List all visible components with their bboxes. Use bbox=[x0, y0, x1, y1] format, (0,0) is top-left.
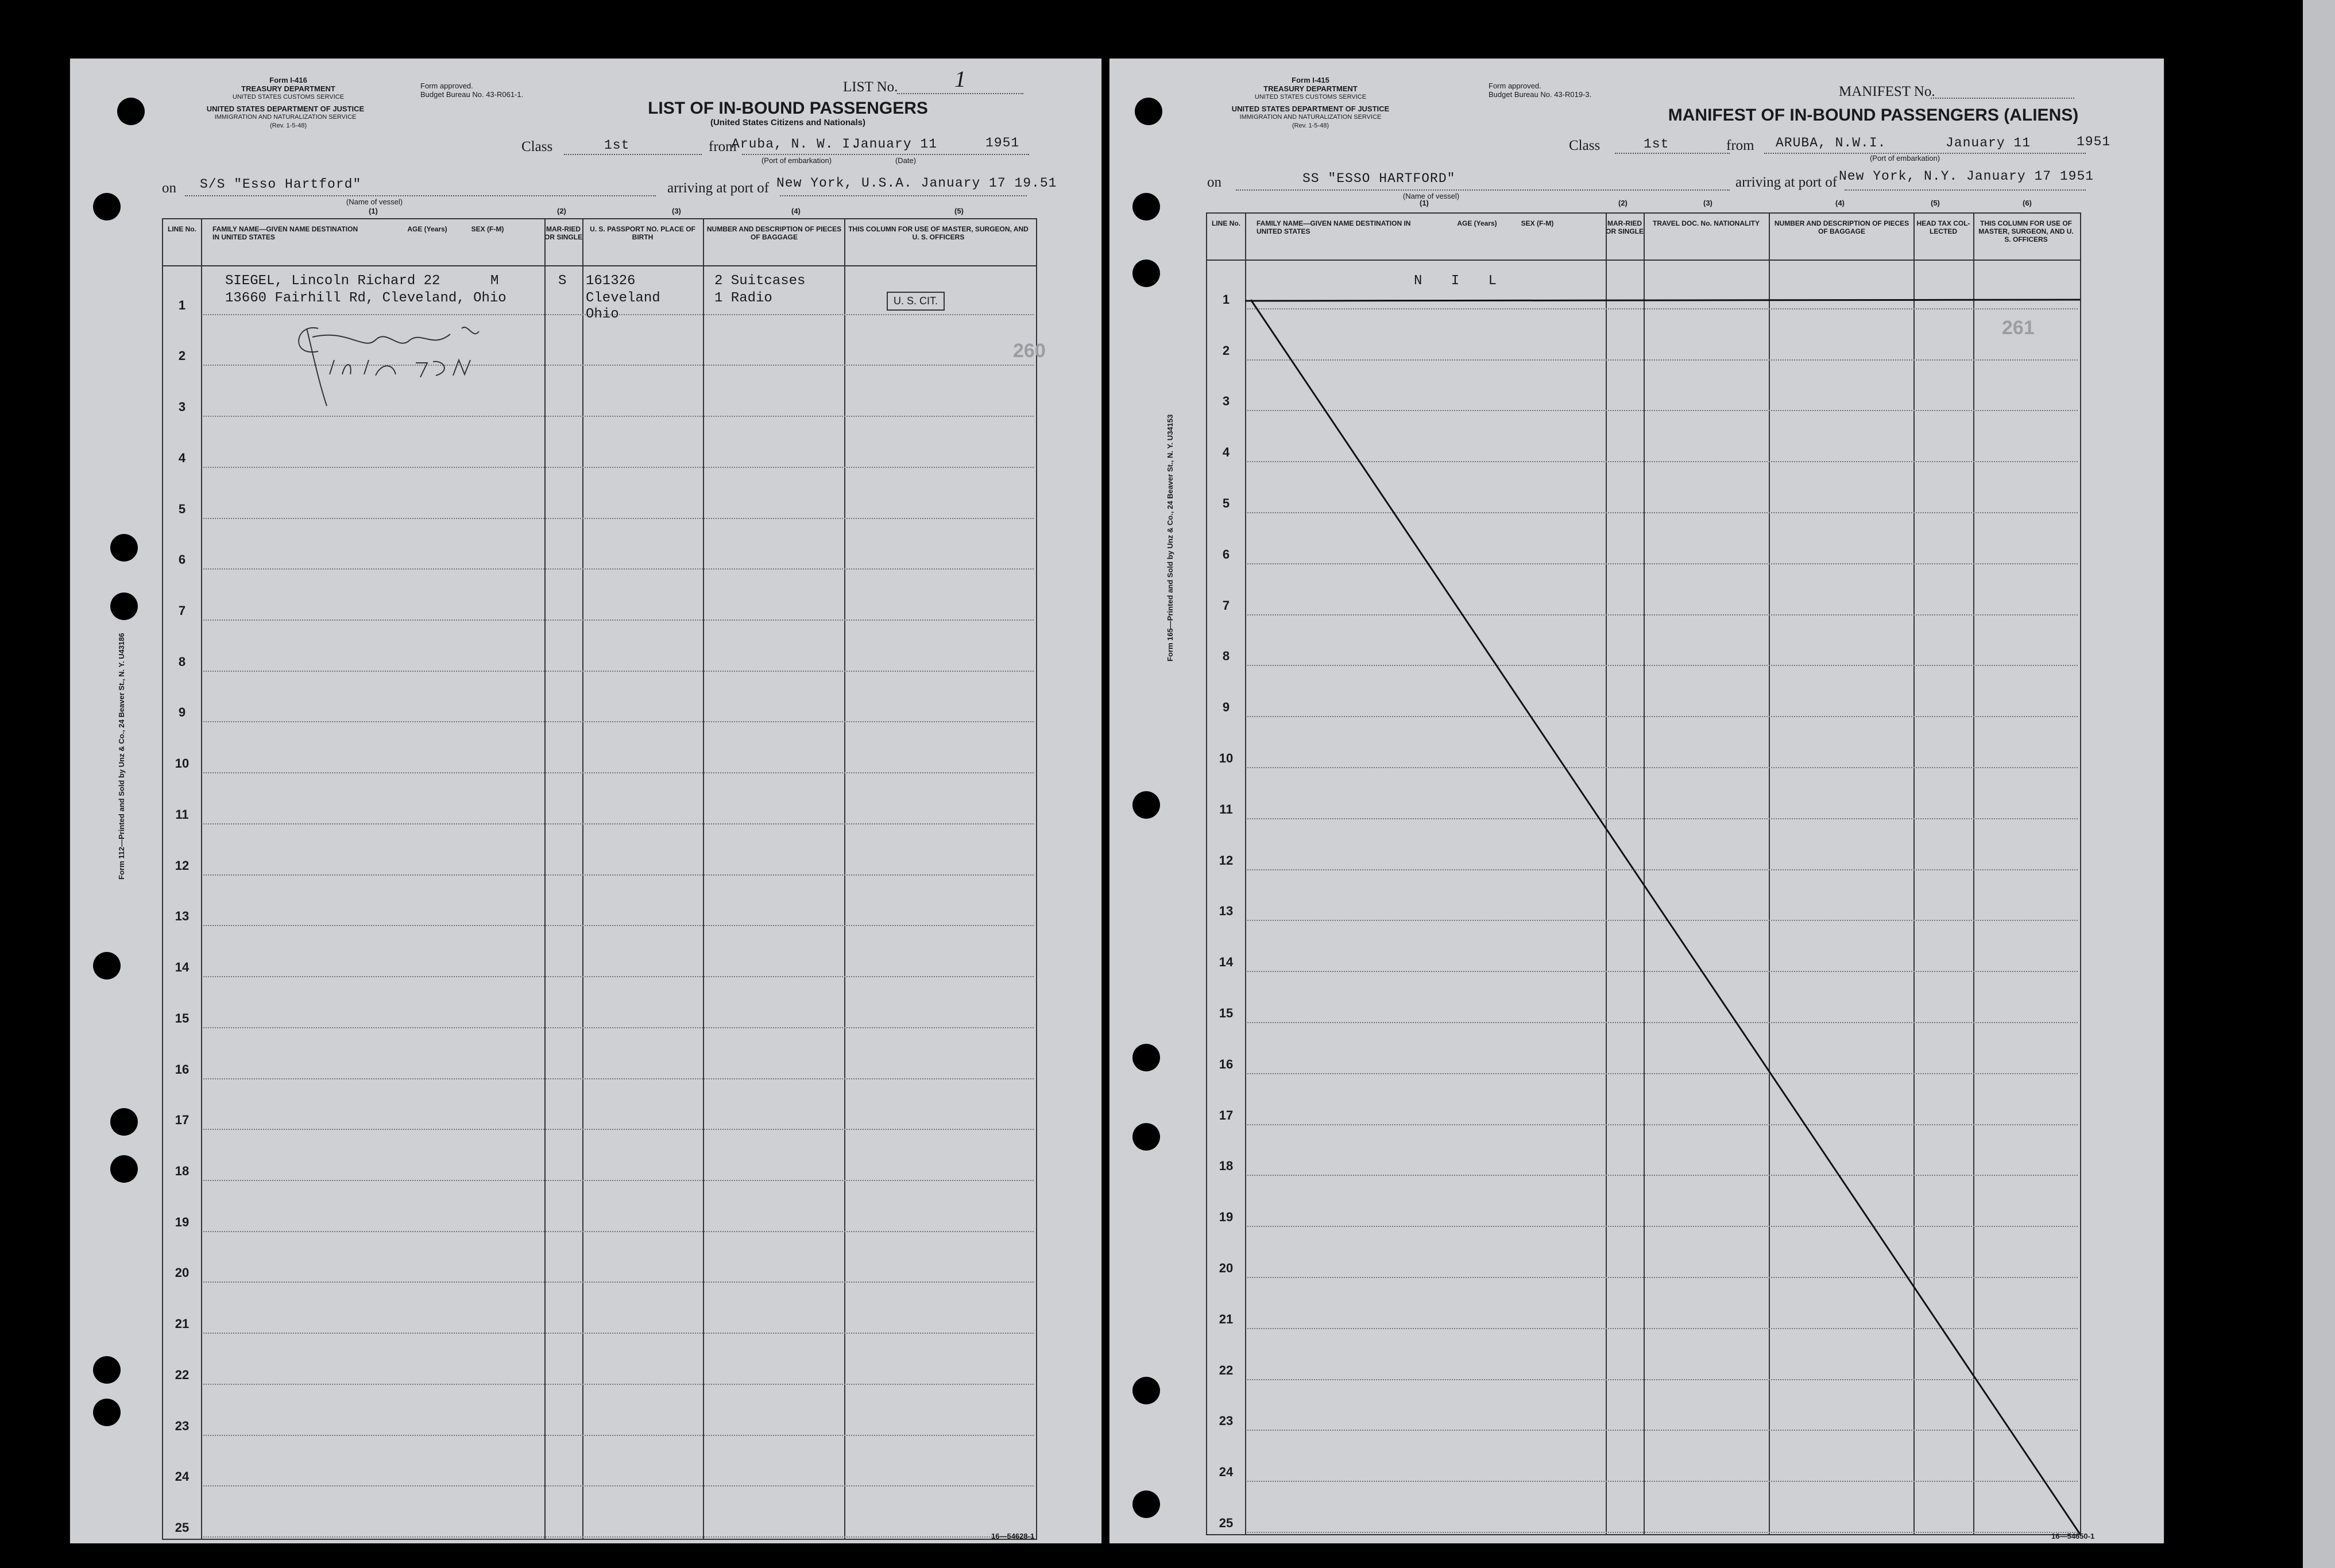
baggage-1: 2 Suitcases bbox=[714, 273, 806, 289]
line-number: 11 bbox=[175, 807, 189, 822]
baggage-2: 1 Radio bbox=[714, 291, 772, 306]
table-row bbox=[163, 520, 1036, 571]
form-number: Form I-415 bbox=[1292, 76, 1329, 84]
arriving-label: arriving at port of bbox=[667, 180, 770, 196]
page-stamp: 261 bbox=[2002, 317, 2035, 339]
line-number: 14 bbox=[175, 960, 190, 975]
list-no-label: LIST No. bbox=[843, 79, 898, 95]
scanner-margin bbox=[2303, 0, 2335, 1568]
form-number: Form I-416 bbox=[269, 76, 307, 84]
vessel-caption: (Name of vessel) bbox=[1402, 192, 1460, 200]
col-age: AGE (Years) bbox=[407, 225, 447, 233]
line-number: 9 bbox=[1222, 700, 1230, 715]
date-value: January 11 bbox=[852, 137, 938, 152]
line-number: 4 bbox=[178, 450, 186, 465]
line-number: 2 bbox=[1222, 343, 1230, 358]
punch-hole bbox=[93, 1399, 121, 1426]
year-value: 1951 bbox=[985, 135, 1020, 150]
line-number: 5 bbox=[178, 501, 186, 516]
punch-hole bbox=[110, 593, 138, 620]
table-row bbox=[163, 1284, 1036, 1335]
passenger-status: S bbox=[558, 273, 567, 289]
dept-name: TREASURY DEPARTMENT bbox=[241, 84, 335, 93]
punch-hole bbox=[1135, 98, 1162, 125]
col-baggage: NUMBER AND DESCRIPTION OF PIECES OF BAGGAGE bbox=[706, 225, 842, 241]
line-number: 21 bbox=[1219, 1311, 1234, 1326]
col-age: AGE (Years) bbox=[1457, 219, 1497, 227]
year-value: 1951 bbox=[2077, 134, 2111, 149]
on-label: on bbox=[1207, 175, 1221, 190]
birth-state: Ohio bbox=[586, 307, 619, 322]
table-row bbox=[163, 1029, 1036, 1081]
punch-hole bbox=[110, 1108, 138, 1136]
line-number: 10 bbox=[1219, 750, 1234, 765]
passenger-table bbox=[162, 218, 1046, 1540]
punch-hole bbox=[1132, 193, 1160, 220]
col-name: FAMILY NAME—GIVEN NAME DESTINATION IN UNITED STATES bbox=[1257, 219, 1411, 235]
dept-name: TREASURY DEPARTMENT bbox=[1263, 84, 1358, 93]
line-number: 15 bbox=[1219, 1005, 1234, 1020]
table-row bbox=[163, 877, 1036, 928]
from-label: from bbox=[709, 139, 737, 154]
table-row bbox=[163, 1182, 1036, 1233]
line-number: 21 bbox=[175, 1317, 190, 1331]
line-number: 1 bbox=[1222, 292, 1230, 307]
line-number: 18 bbox=[175, 1163, 190, 1178]
table-row bbox=[163, 775, 1036, 826]
passenger-name: SIEGEL, Lincoln Richard 22 bbox=[225, 273, 440, 289]
passenger-sex: M bbox=[490, 273, 499, 289]
punch-hole bbox=[1132, 260, 1160, 287]
line-number: 6 bbox=[1222, 547, 1230, 562]
date-caption: (Date) bbox=[895, 156, 917, 165]
line-number: 13 bbox=[175, 909, 190, 924]
line-number: 22 bbox=[1219, 1362, 1234, 1377]
col-travel: TRAVEL DOC. No. NATIONALITY bbox=[1653, 219, 1760, 227]
line-number: 12 bbox=[175, 858, 190, 873]
line-number: 25 bbox=[1219, 1515, 1234, 1530]
arrival-value: New York, N.Y. January 17 1951 bbox=[1839, 169, 2094, 184]
line-number: 17 bbox=[1219, 1108, 1234, 1122]
passenger-table bbox=[1206, 212, 2081, 1535]
table-row bbox=[163, 723, 1036, 775]
form-approved: Form approved. bbox=[420, 82, 473, 90]
line-number: 11 bbox=[1219, 802, 1233, 816]
line-number: 8 bbox=[178, 654, 186, 669]
table-row bbox=[163, 1437, 1036, 1488]
line-number: 9 bbox=[178, 705, 186, 720]
line-number: 25 bbox=[175, 1520, 190, 1535]
line-number: 1 bbox=[178, 297, 186, 312]
line-number: 3 bbox=[178, 400, 186, 415]
line-number: 10 bbox=[175, 756, 190, 771]
punch-hole bbox=[110, 1155, 138, 1183]
list-no-value: 1 bbox=[954, 66, 966, 92]
table-row bbox=[163, 622, 1036, 673]
customs-name: UNITED STATES CUSTOMS SERVICE bbox=[1254, 94, 1367, 100]
line-number: 20 bbox=[1219, 1260, 1234, 1275]
line-number: 7 bbox=[178, 603, 186, 618]
punch-hole bbox=[1132, 1044, 1160, 1071]
line-number: 6 bbox=[178, 552, 186, 567]
vessel-caption: (Name of vessel) bbox=[346, 198, 403, 206]
table-row bbox=[163, 469, 1036, 520]
vessel-name: S/S "Esso Hartford" bbox=[200, 177, 362, 192]
col-officers: THIS COLUMN FOR USE OF MASTER, SURGEON, AND U. S. OFFICERS bbox=[1978, 219, 2074, 243]
table-row bbox=[163, 1488, 1036, 1539]
nil-entry: N I L bbox=[1414, 273, 1507, 289]
line-number: 16 bbox=[1219, 1056, 1234, 1071]
table-row bbox=[163, 1335, 1036, 1386]
date-value: January 11 bbox=[1946, 135, 2031, 150]
punch-hole bbox=[117, 98, 145, 125]
punch-hole bbox=[110, 534, 138, 562]
rev-date: (Rev. 1-5-48) bbox=[270, 122, 307, 129]
right-manifest-page: Form 165—Printed and Sold by Unz & Co., 24 Beaver St., N. Y. U34153 Form I-415 TREASURY DEPARTMENT UNITED STATES CUSTOMS SERVICE UNITED STATES DEPARTMENT OF JUSTICE IMMIGRATION AND NATURALIZATION SERVICE (Rev. 1-5-48) Form approved. Budget Bureau No. 43-R019-3. MANIFEST No. MANIFEST OF IN-BOUND PASSENGERS (ALIENS) Class 1st from ARUBA, N.W.I. January 11 1951 (Port of embarkation) on SS "ESSO HARTFORD" (Name of vessel) arriving at port of New York, N.Y. January 17 1951 (1) (2) (3) (4) (5) (6) LINE No. FAMILY NAME—GIVEN NAME DESTINATION IN UNITED STATES AGE (Years) SEX (F-M) MAR-RIED OR SINGLE TRAVEL DOC. No. NATIONALITY NUMBER AND DESCRIPTION OF PIECES OF BAGGAGE HEAD TAX COL-LECTED THIS COLUMN FOR USE OF MASTER, SURGEON, AND U. S. OFFICERS 1 2 3 4 5 6 7 8 9 10 11 12 13 14 15 16 17 18 19 20 21 22 23 24 25 N I L 261 16—54650-1 bbox=[1109, 59, 2164, 1543]
punch-hole bbox=[1132, 1490, 1160, 1518]
table-row bbox=[163, 927, 1036, 978]
table-row bbox=[163, 1131, 1036, 1182]
justice-name: UNITED STATES DEPARTMENT OF JUSTICE bbox=[206, 104, 365, 113]
punch-hole bbox=[1132, 1377, 1160, 1404]
class-label: Class bbox=[521, 139, 553, 154]
budget-bureau: Budget Bureau No. 43-R019-3. bbox=[1489, 90, 1592, 99]
printer-side-text: Form 165—Printed and Sold by Unz & Co., 24 Beaver St., N. Y. U34153 bbox=[1166, 414, 1174, 661]
table-row bbox=[163, 978, 1036, 1029]
line-number: 19 bbox=[1219, 1210, 1234, 1225]
form-title: LIST OF IN-BOUND PASSENGERS bbox=[648, 99, 928, 118]
line-number: 14 bbox=[1219, 955, 1234, 970]
col-married: MAR-RIED OR SINGLE bbox=[1606, 219, 1644, 235]
punch-hole bbox=[1132, 791, 1160, 819]
form-subtitle: (United States Citizens and Nationals) bbox=[710, 118, 866, 127]
on-label: on bbox=[162, 180, 176, 196]
justice-name: UNITED STATES DEPARTMENT OF JUSTICE bbox=[1231, 104, 1390, 113]
line-number: 5 bbox=[1222, 495, 1230, 510]
col-name: FAMILY NAME—GIVEN NAME DESTINATION IN UNITED STATES bbox=[212, 225, 358, 241]
table-row bbox=[163, 673, 1036, 724]
table-rows bbox=[163, 265, 1036, 1539]
col-officers: THIS COLUMN FOR USE OF MASTER, SURGEON, AND U. S. OFFICERS bbox=[848, 225, 1029, 241]
from-value: ARUBA, N.W.I. bbox=[1776, 135, 1886, 150]
from-label: from bbox=[1726, 138, 1754, 153]
arriving-label: arriving at port of bbox=[1735, 175, 1838, 190]
line-number: 19 bbox=[175, 1214, 190, 1229]
table-row bbox=[163, 571, 1036, 622]
form-title: MANIFEST OF IN-BOUND PASSENGERS (ALIENS) bbox=[1668, 106, 2079, 125]
cancel-lines bbox=[1207, 214, 2080, 1534]
budget-bureau: Budget Bureau No. 43-R061-1. bbox=[420, 90, 524, 99]
col-sex: SEX (F-M) bbox=[1521, 219, 1554, 227]
port-embark-caption: (Port of embarkation) bbox=[1869, 154, 1940, 162]
table-row bbox=[163, 1233, 1036, 1284]
port-embark-caption: (Port of embarkation) bbox=[761, 156, 832, 165]
col-sex: SEX (F-M) bbox=[471, 225, 504, 233]
table-row bbox=[163, 826, 1036, 877]
line-number: 4 bbox=[1222, 445, 1230, 460]
table-row bbox=[163, 1386, 1036, 1437]
line-number: 18 bbox=[1219, 1159, 1234, 1174]
col-headtax: HEAD TAX COL-LECTED bbox=[1916, 219, 1970, 235]
line-number: 3 bbox=[1222, 394, 1230, 409]
line-number: 22 bbox=[175, 1367, 190, 1382]
line-number: 24 bbox=[175, 1469, 190, 1484]
col-baggage: NUMBER AND DESCRIPTION OF PIECES OF BAGGAGE bbox=[1774, 219, 1909, 235]
line-number: 13 bbox=[1219, 904, 1234, 919]
birth-city: Cleveland bbox=[586, 291, 660, 306]
line-number: 23 bbox=[1219, 1414, 1234, 1428]
handwritten-signature bbox=[278, 305, 519, 409]
line-number: 2 bbox=[178, 349, 186, 363]
punch-hole bbox=[93, 1356, 121, 1384]
form-footer: 16—54628-1 bbox=[991, 1532, 1035, 1540]
page-stamp: 260 bbox=[1013, 340, 1046, 362]
punch-hole bbox=[93, 193, 121, 220]
line-number: 17 bbox=[175, 1113, 190, 1128]
ins-name: IMMIGRATION AND NATURALIZATION SERVICE bbox=[1239, 114, 1382, 121]
class-label: Class bbox=[1569, 138, 1601, 153]
rev-date: (Rev. 1-5-48) bbox=[1292, 122, 1329, 129]
class-value: 1st bbox=[604, 138, 630, 153]
punch-hole bbox=[93, 952, 121, 979]
line-number: 20 bbox=[175, 1265, 190, 1280]
col-passport: U. S. PASSPORT NO. PLACE OF BIRTH bbox=[590, 225, 695, 241]
line-number: 8 bbox=[1222, 649, 1230, 664]
citizen-stamp: U. S. CIT. bbox=[887, 292, 945, 311]
manifest-no-label: MANIFEST No. bbox=[1839, 84, 1935, 99]
line-number: 16 bbox=[175, 1062, 190, 1077]
arrival-value: New York, U.S.A. January 17 19.51 bbox=[776, 176, 1057, 191]
table-row bbox=[163, 1081, 1036, 1132]
col-line-no: LINE No. bbox=[168, 225, 196, 233]
table-row bbox=[163, 418, 1036, 469]
ins-name: IMMIGRATION AND NATURALIZATION SERVICE bbox=[214, 114, 357, 121]
left-manifest-page: Form 112—Printed and Sold by Unz & Co., 24 Beaver St., N. Y. U43186 Form I-416 TREASURY DEPARTMENT UNITED STATES CUSTOMS SERVICE UNITED STATES DEPARTMENT OF JUSTICE IMMIGRATION AND NATURALIZATION SERVICE (Rev. 1-5-48) Form approved. Budget Bureau No. 43-R061-1. LIST No. 1 LIST OF IN-BOUND PASSENGERS (United States Citizens and Nationals) Class 1st from Aruba, N. W. I. January 11 1951 (Port of embarkation) (Date) on S/S "Esso Hartford" (Name of vessel) arriving at port of New York, U.S.A. January 17 19.51 (1) (2) (3) (4) (5) LINE No. FAMILY NAME—GIVEN NAME DESTINATION IN UNITED STATES AGE (Years) SEX (F-M) MAR-RIED OR SINGLE U. S. PASSPORT NO. PLACE OF BIRTH NUMBER AND DESCRIPTION OF PIECES OF BAGGAGE THIS COLUMN FOR USE OF MASTER, SURGEON, AND U. S. OFFICERS 1 2 3 4 5 6 7 8 9 10 11 12 13 14 15 16 17 18 19 20 21 22 23 24 25 SIEGEL, Lincoln Richard 22 M 13660 Fairhill Rd, Cleveland, Ohio S 161326 Cleveland Ohio 2 Suitcases 1 Radio U. S. CIT. 260 16—54628-1 bbox=[70, 59, 1101, 1543]
line-number: 12 bbox=[1219, 853, 1234, 868]
class-value: 1st bbox=[1644, 137, 1669, 152]
from-value: Aruba, N. W. I. bbox=[732, 137, 860, 152]
col-married: MAR-RIED OR SINGLE bbox=[544, 225, 583, 241]
vessel-name: SS "ESSO HARTFORD" bbox=[1302, 171, 1456, 186]
line-number: 7 bbox=[1222, 598, 1230, 613]
passport-number: 161326 bbox=[586, 273, 636, 289]
col-line-no: LINE No. bbox=[1212, 219, 1240, 227]
line-number: 15 bbox=[175, 1011, 190, 1025]
customs-name: UNITED STATES CUSTOMS SERVICE bbox=[232, 94, 345, 100]
passenger-address: 13660 Fairhill Rd, Cleveland, Ohio bbox=[225, 291, 507, 306]
form-approved: Form approved. bbox=[1489, 82, 1541, 90]
printer-side-text: Form 112—Printed and Sold by Unz & Co., 24 Beaver St., N. Y. U43186 bbox=[117, 633, 126, 880]
form-footer: 16—54650-1 bbox=[2051, 1532, 2095, 1540]
line-number: 24 bbox=[1219, 1465, 1234, 1480]
punch-hole bbox=[1132, 1123, 1160, 1151]
line-number: 23 bbox=[175, 1418, 190, 1433]
